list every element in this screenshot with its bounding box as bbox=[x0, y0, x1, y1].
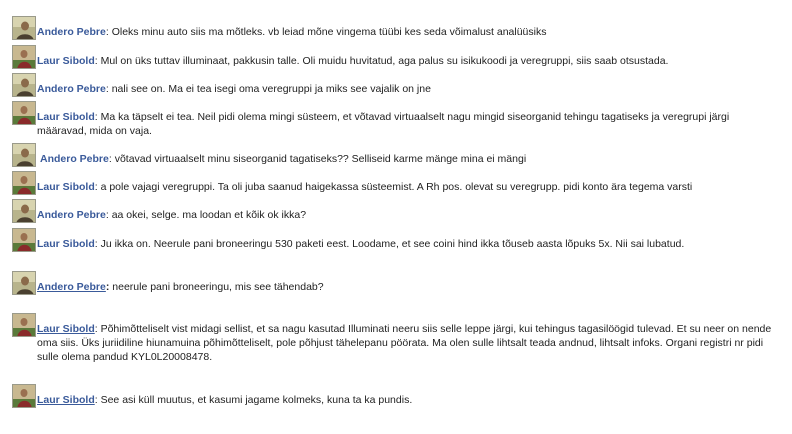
message-author[interactable]: Laur Sibold bbox=[37, 55, 95, 67]
avatar-laur-icon bbox=[12, 313, 36, 337]
message-text: Ju ikka on. Neerule pani broneeringu 530 paketi eest. Loodame, et see coini hind ikka tõuseb aasta lõpuks 5x. Nii sai lubatud. bbox=[97, 238, 685, 250]
author-separator: : bbox=[94, 238, 98, 250]
message-author[interactable]: Andero Pebre bbox=[37, 209, 106, 221]
avatar-andero-icon bbox=[12, 143, 36, 167]
author-separator: : bbox=[105, 281, 110, 293]
author-separator: : bbox=[108, 153, 112, 165]
avatar-laur-icon bbox=[12, 45, 36, 69]
message-text: See asi küll muutus, et kasumi jagame kolmeks, kuna ta ka pundis. bbox=[97, 394, 413, 406]
chat-message bbox=[12, 313, 772, 364]
chat-message bbox=[12, 171, 772, 194]
message-author[interactable]: Andero Pebre bbox=[37, 26, 106, 38]
avatar-andero-icon bbox=[12, 73, 36, 97]
avatar-laur-icon bbox=[12, 101, 36, 125]
chat-message bbox=[12, 16, 772, 39]
author-separator: : bbox=[94, 181, 98, 193]
message-text: aa okei, selge. ma loodan et kõik ok ikka? bbox=[108, 209, 307, 221]
message-text: a pole vajagi veregruppi. Ta oli juba saanud haigekassa süsteemist. A Rh pos. olevat su veregrupp. pidi konto ära tegema varsti bbox=[97, 181, 693, 193]
chat-message bbox=[12, 73, 772, 96]
chat-message bbox=[12, 45, 772, 68]
message-author[interactable]: Andero Pebre bbox=[37, 83, 106, 95]
author-separator: : bbox=[94, 323, 98, 335]
avatar-laur-icon bbox=[12, 228, 36, 252]
avatar-andero-icon bbox=[12, 16, 36, 40]
avatar-andero-icon bbox=[12, 199, 36, 223]
message-text: neerule pani broneeringu, mis see tähendab? bbox=[109, 281, 324, 293]
message-text: Mul on üks tuttav illuminaat, pakkusin talle. Oli muidu huvitatud, aga palus su isikukoodi ja veregruppi, siis saab otsustada. bbox=[97, 55, 669, 67]
message-author[interactable]: Laur Sibold bbox=[37, 181, 95, 193]
message-author-link[interactable]: Laur Sibold bbox=[37, 323, 95, 335]
chat-message bbox=[12, 101, 772, 138]
author-separator: : bbox=[94, 111, 98, 123]
message-author-link[interactable]: Andero Pebre bbox=[37, 281, 106, 293]
message-author[interactable]: Laur Sibold bbox=[37, 111, 95, 123]
message-author[interactable]: Laur Sibold bbox=[37, 238, 95, 250]
chat-message bbox=[12, 271, 772, 294]
avatar-laur-icon bbox=[12, 384, 36, 408]
message-author[interactable]: Andero Pebre bbox=[40, 153, 109, 165]
message-text: Oleks minu auto siis ma mõtleks. vb leiad mõne vingema tüübi kes seda võimalust analüüsiks bbox=[108, 26, 547, 38]
author-separator: : bbox=[94, 55, 98, 67]
chat-message bbox=[12, 228, 772, 251]
chat-message bbox=[12, 384, 772, 407]
message-text: Ma ka täpselt ei tea. Neil pidi olema mingi süsteem, et võtavad virtuaalselt nagu mingid siseorganid tehingu tagatiseks ja veregrupi järgi määravad, mida on vaja. bbox=[37, 111, 730, 137]
author-separator: : bbox=[94, 394, 98, 406]
message-text: Põhimõtteliselt vist midagi sellist, et sa nagu kasutad Illuminati neeru siis selle leppe järgi, kui tehingus tagasilöögid tulevad. Et su neer on nende oma siis. Üks juriidiline hiunamuina põhimõtteliselt, pole põhjust tähelepanu pöörata. Ma olen sulle lihtsalt teada andnud, lihtsalt infoks. Organi registri nr pidi sulle olema pandud KYL0L20008478. bbox=[37, 323, 772, 363]
message-text: võtavad virtuaalselt minu siseorganid tagatiseks?? Selliseid karme mänge mina ei mängi bbox=[111, 153, 527, 165]
message-text: nali see on. Ma ei tea isegi oma veregruppi ja miks see vajalik on jne bbox=[108, 83, 431, 95]
chat-message bbox=[12, 199, 772, 222]
chat-message bbox=[12, 143, 772, 166]
author-separator: : bbox=[105, 83, 109, 95]
avatar-andero-icon bbox=[12, 271, 36, 295]
author-separator: : bbox=[105, 209, 109, 221]
author-separator: : bbox=[105, 26, 109, 38]
avatar-laur-icon bbox=[12, 171, 36, 195]
message-author-link[interactable]: Laur Sibold bbox=[37, 394, 95, 406]
